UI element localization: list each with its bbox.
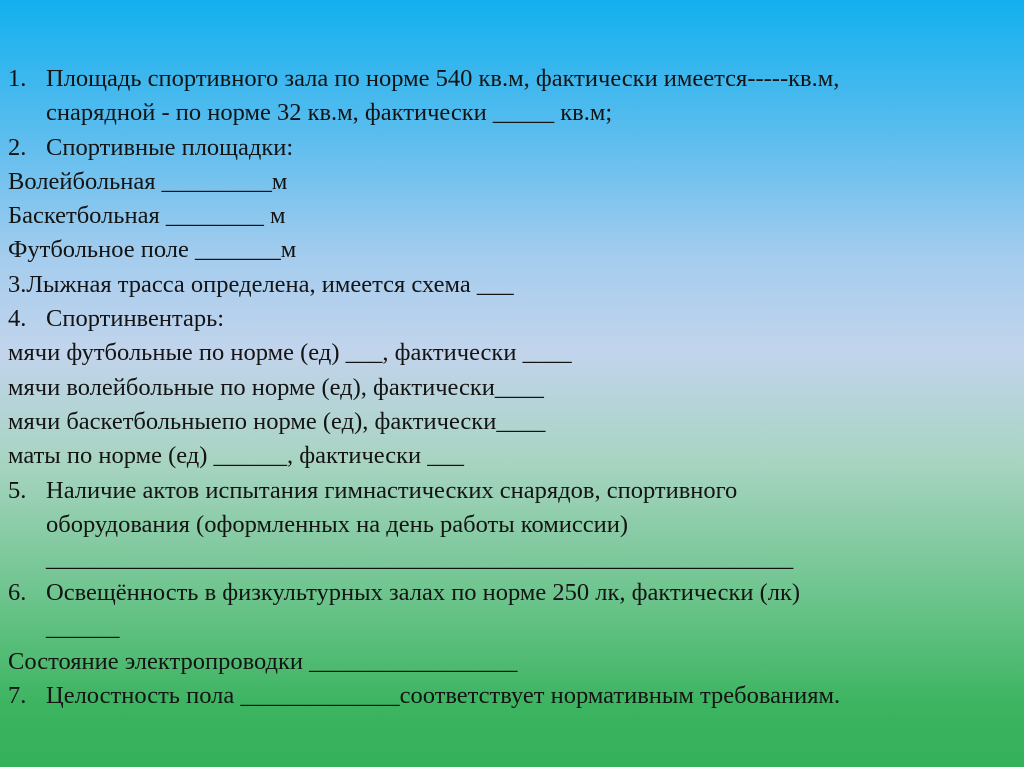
mats-line <box>8 439 1016 473</box>
item-text: снарядной - по норме 32 кв.м, фактически _____ кв.м; <box>46 99 613 127</box>
item-text: оборудования (оформленных на день работы комиссии) <box>46 510 628 538</box>
football-field-line <box>8 233 1016 267</box>
item-2-line-1 <box>8 131 1016 165</box>
item-number: 1. <box>8 65 27 92</box>
footballs-line <box>8 336 1016 370</box>
item-4-line-1 <box>8 302 1016 336</box>
item-text: Спортинвентарь: <box>46 305 225 333</box>
volleyball-court-line <box>8 165 1016 199</box>
item-text: мячи футбольные по норме (ед) ___, фактически ____ <box>8 339 572 367</box>
item-number: 5. <box>8 476 27 504</box>
item-5-line-1 <box>8 474 1016 508</box>
wiring-state-line <box>8 645 1016 679</box>
item-text: Спортивные площадки: <box>46 133 294 161</box>
item-number: 4. <box>8 305 27 333</box>
item-text: маты по норме (ед) ______, фактически ___ <box>8 442 465 470</box>
item-6-blank-line <box>8 611 1016 645</box>
basketball-court-line <box>8 199 1016 233</box>
item-5-line-2 <box>8 508 1016 542</box>
checklist-text <box>8 62 1016 714</box>
item-text: Волейбольная _________м <box>8 167 288 195</box>
item-text: Футбольное поле _______м <box>8 236 297 264</box>
item-text: 3.Лыжная трасса определена, имеется схема ___ <box>8 270 514 298</box>
item-7-line <box>8 679 1016 713</box>
item-number: 6. <box>8 579 27 607</box>
item-1-line-1 <box>8 62 1016 96</box>
item-number: 7. <box>8 682 27 710</box>
item-text: Состояние электропроводки _________________ <box>8 648 518 676</box>
item-text: мячи волейбольные по норме (ед), фактически____ <box>8 373 544 401</box>
item-1-line-2 <box>8 96 1016 130</box>
item-text: ______ <box>46 613 120 641</box>
item-text: Баскетбольная ________ м <box>8 202 286 230</box>
item-text: Освещённость в физкультурных залах по норме 250 лк, фактически (лк) <box>46 579 801 607</box>
item-text: _____________________________________________________________ <box>46 545 794 573</box>
basketballs-line <box>8 405 1016 439</box>
item-3-line <box>8 268 1016 302</box>
item-text: Наличие актов испытания гимнастических снарядов, спортивного <box>46 476 738 504</box>
item-text: мячи баскетбольныепо норме (ед), фактически____ <box>8 407 546 435</box>
volleyballs-line <box>8 371 1016 405</box>
item-6-line-1 <box>8 576 1016 610</box>
item-text: Площадь спортивного зала по норме 540 кв.м, фактически имеется-----кв.м, <box>46 65 840 92</box>
item-5-blank-line <box>8 542 1016 576</box>
item-text: Целостность пола _____________соответствует нормативным требованиям. <box>46 682 841 710</box>
item-number: 2. <box>8 133 27 161</box>
